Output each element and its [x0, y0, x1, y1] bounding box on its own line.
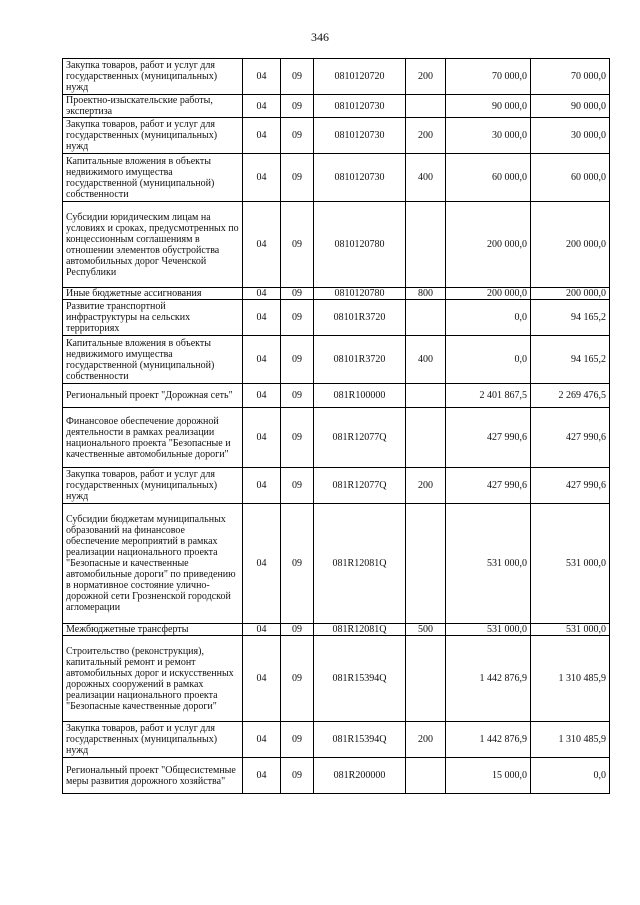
row-subsection: 09 [281, 202, 314, 288]
row-subsection: 09 [281, 154, 314, 202]
row-target-code: 081R15394Q [314, 636, 406, 722]
table-row [63, 154, 610, 202]
row-expense-type: 200 [406, 118, 446, 154]
row-amount-year1: 0,0 [446, 300, 531, 336]
row-section: 04 [243, 336, 281, 384]
row-target-code: 0810120730 [314, 154, 406, 202]
row-name: Субсидии юридическим лицам на условиях и сроках, предусмотренных по концессионным соглашениям в отношении элементов обустройства автомобильных дорог Чеченской Республики [63, 202, 243, 288]
row-subsection: 09 [281, 95, 314, 118]
table-row [63, 722, 610, 758]
row-amount-year2: 0,0 [531, 758, 610, 794]
row-amount-year2: 1 310 485,9 [531, 636, 610, 722]
table-row [63, 336, 610, 384]
row-subsection: 09 [281, 59, 314, 95]
row-amount-year2: 427 990,6 [531, 468, 610, 504]
row-subsection: 09 [281, 636, 314, 722]
row-amount-year2: 427 990,6 [531, 408, 610, 468]
row-section: 04 [243, 154, 281, 202]
table-row [63, 300, 610, 336]
row-name: Финансовое обеспечение дорожной деятельности в рамках реализации национального проекта "Безопасные и качественные автомобильные дороги" [63, 408, 243, 468]
row-section: 04 [243, 288, 281, 300]
row-target-code: 081R12081Q [314, 504, 406, 624]
row-subsection: 09 [281, 758, 314, 794]
row-section: 04 [243, 384, 281, 408]
row-target-code: 081R12081Q [314, 624, 406, 636]
row-expense-type [406, 202, 446, 288]
row-amount-year2: 70 000,0 [531, 59, 610, 95]
row-name: Строительство (реконструкция), капитальный ремонт и ремонт автомобильных дорог и искусственных дорожных сооружений в рамках реализации национального проекта "Безопасные качественные дороги" [63, 636, 243, 722]
row-amount-year1: 427 990,6 [446, 468, 531, 504]
row-amount-year1: 531 000,0 [446, 504, 531, 624]
row-amount-year2: 60 000,0 [531, 154, 610, 202]
budget-table [62, 58, 610, 794]
row-expense-type: 200 [406, 722, 446, 758]
table-row [63, 95, 610, 118]
row-amount-year1: 427 990,6 [446, 408, 531, 468]
row-amount-year1: 1 442 876,9 [446, 722, 531, 758]
row-name: Проектно-изыскательские работы, экспертиза [63, 95, 243, 118]
row-name: Закупка товаров, работ и услуг для государственных (муниципальных) нужд [63, 59, 243, 95]
row-amount-year1: 90 000,0 [446, 95, 531, 118]
row-amount-year2: 94 165,2 [531, 336, 610, 384]
row-name: Развитие транспортной инфраструктуры на сельских территориях [63, 300, 243, 336]
row-section: 04 [243, 59, 281, 95]
row-target-code: 081R100000 [314, 384, 406, 408]
row-section: 04 [243, 202, 281, 288]
row-expense-type: 800 [406, 288, 446, 300]
row-expense-type [406, 408, 446, 468]
row-section: 04 [243, 624, 281, 636]
row-amount-year2: 531 000,0 [531, 624, 610, 636]
row-subsection: 09 [281, 288, 314, 300]
row-target-code: 0810120730 [314, 118, 406, 154]
table-row [63, 288, 610, 300]
table-row [63, 202, 610, 288]
row-subsection: 09 [281, 336, 314, 384]
row-target-code: 0810120730 [314, 95, 406, 118]
row-section: 04 [243, 758, 281, 794]
row-expense-type: 200 [406, 468, 446, 504]
row-target-code: 08101R3720 [314, 336, 406, 384]
table-body [63, 59, 610, 794]
row-amount-year1: 30 000,0 [446, 118, 531, 154]
row-subsection: 09 [281, 468, 314, 504]
row-subsection: 09 [281, 118, 314, 154]
row-section: 04 [243, 118, 281, 154]
row-target-code: 081R12077Q [314, 408, 406, 468]
row-target-code: 0810120780 [314, 202, 406, 288]
row-amount-year1: 15 000,0 [446, 758, 531, 794]
table-row [63, 636, 610, 722]
row-amount-year1: 531 000,0 [446, 624, 531, 636]
page-number: 346 [311, 30, 329, 44]
row-amount-year2: 200 000,0 [531, 288, 610, 300]
row-amount-year2: 531 000,0 [531, 504, 610, 624]
row-name: Капитальные вложения в объекты недвижимого имущества государственной (муниципальной) собственности [63, 154, 243, 202]
row-expense-type [406, 95, 446, 118]
row-amount-year1: 200 000,0 [446, 288, 531, 300]
row-name: Капитальные вложения в объекты недвижимого имущества государственной (муниципальной) собственности [63, 336, 243, 384]
table-row [63, 504, 610, 624]
row-expense-type: 400 [406, 154, 446, 202]
row-section: 04 [243, 636, 281, 722]
row-amount-year1: 2 401 867,5 [446, 384, 531, 408]
row-name: Закупка товаров, работ и услуг для государственных (муниципальных) нужд [63, 722, 243, 758]
row-target-code: 08101R3720 [314, 300, 406, 336]
table-row [63, 59, 610, 95]
row-expense-type [406, 636, 446, 722]
row-section: 04 [243, 468, 281, 504]
row-amount-year2: 2 269 476,5 [531, 384, 610, 408]
row-expense-type [406, 300, 446, 336]
row-amount-year2: 90 000,0 [531, 95, 610, 118]
row-amount-year1: 1 442 876,9 [446, 636, 531, 722]
row-target-code: 081R12077Q [314, 468, 406, 504]
table-row [63, 468, 610, 504]
row-subsection: 09 [281, 504, 314, 624]
row-expense-type [406, 758, 446, 794]
row-name: Закупка товаров, работ и услуг для государственных (муниципальных) нужд [63, 118, 243, 154]
table-row [63, 118, 610, 154]
row-target-code: 0810120780 [314, 288, 406, 300]
row-section: 04 [243, 95, 281, 118]
row-amount-year1: 70 000,0 [446, 59, 531, 95]
row-target-code: 081R200000 [314, 758, 406, 794]
row-name: Субсидии бюджетам муниципальных образований на финансовое обеспечение мероприятий в рамках реализации национального проекта "Безопасные и качественные автомобильные дороги" по приведению в нормативное состояние улично-дорожной сети Грозненской городской агломерации [63, 504, 243, 624]
row-expense-type: 500 [406, 624, 446, 636]
row-subsection: 09 [281, 624, 314, 636]
row-target-code: 081R15394Q [314, 722, 406, 758]
row-name: Закупка товаров, работ и услуг для государственных (муниципальных) нужд [63, 468, 243, 504]
row-name: Региональный проект "Дорожная сеть" [63, 384, 243, 408]
row-subsection: 09 [281, 384, 314, 408]
table-row [63, 384, 610, 408]
row-section: 04 [243, 300, 281, 336]
row-section: 04 [243, 408, 281, 468]
row-amount-year2: 94 165,2 [531, 300, 610, 336]
row-amount-year1: 0,0 [446, 336, 531, 384]
row-amount-year1: 60 000,0 [446, 154, 531, 202]
row-amount-year2: 30 000,0 [531, 118, 610, 154]
row-expense-type [406, 384, 446, 408]
table-row [63, 408, 610, 468]
row-subsection: 09 [281, 408, 314, 468]
table-row [63, 758, 610, 794]
row-expense-type: 200 [406, 59, 446, 95]
table-row [63, 624, 610, 636]
row-subsection: 09 [281, 300, 314, 336]
row-amount-year1: 200 000,0 [446, 202, 531, 288]
row-name: Иные бюджетные ассигнования [63, 288, 243, 300]
row-subsection: 09 [281, 722, 314, 758]
row-expense-type [406, 504, 446, 624]
row-amount-year2: 1 310 485,9 [531, 722, 610, 758]
row-expense-type: 400 [406, 336, 446, 384]
row-name: Межбюджетные трансферты [63, 624, 243, 636]
row-name: Региональный проект "Общесистемные меры развития дорожного хозяйства" [63, 758, 243, 794]
row-section: 04 [243, 504, 281, 624]
row-amount-year2: 200 000,0 [531, 202, 610, 288]
row-target-code: 0810120720 [314, 59, 406, 95]
row-section: 04 [243, 722, 281, 758]
